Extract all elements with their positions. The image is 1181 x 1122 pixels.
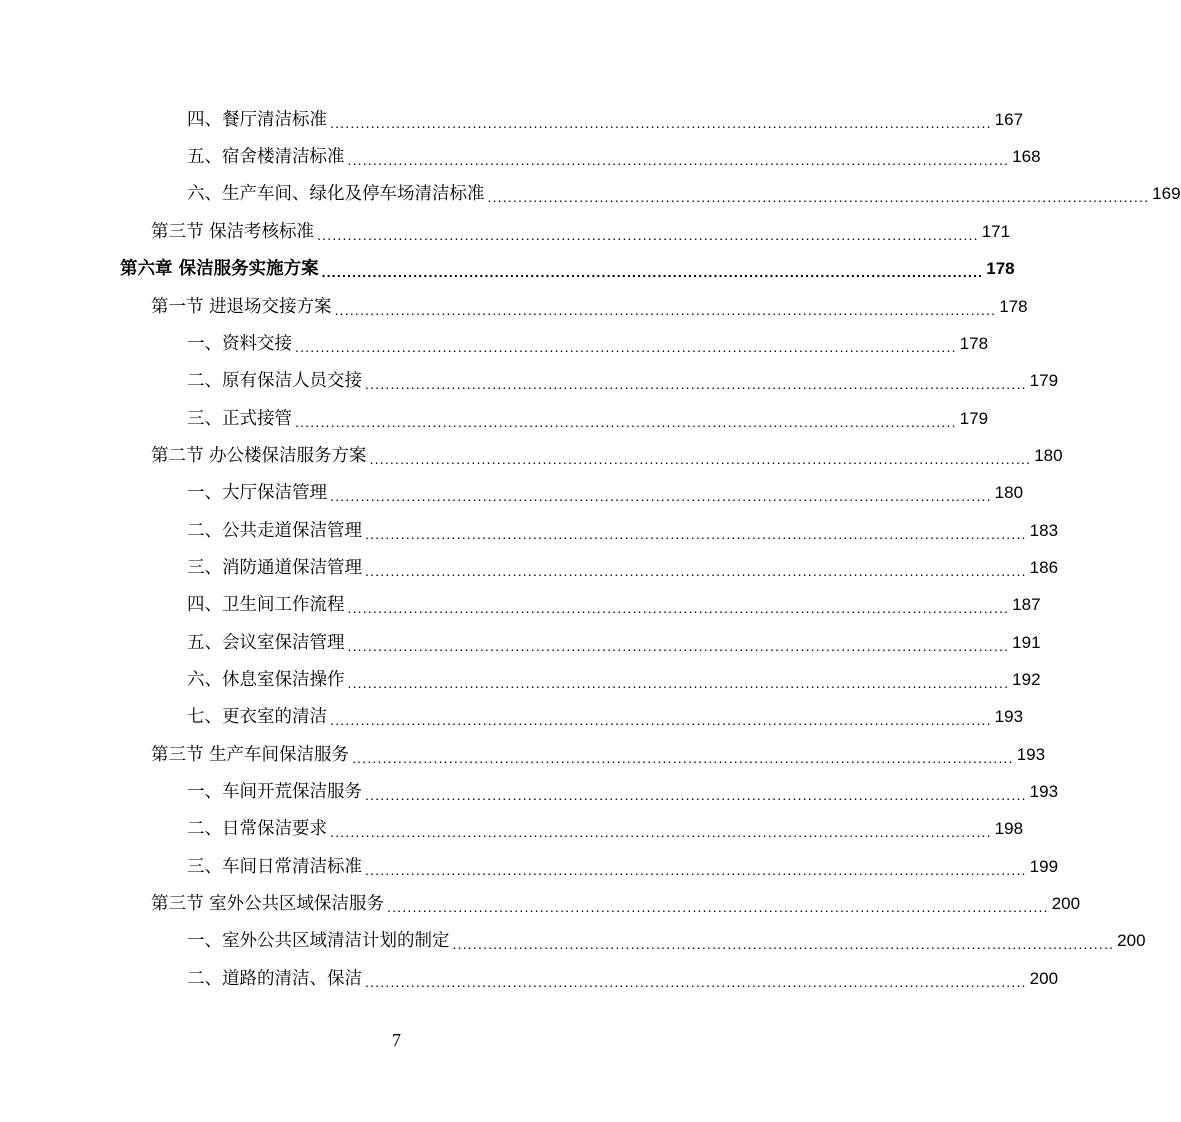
toc-entry-page: 169 xyxy=(1152,184,1181,203)
toc-entry[interactable] xyxy=(187,965,1059,993)
toc-leader-dots: .................................................................................................................................. xyxy=(347,638,1010,654)
toc-entry-page: 193 xyxy=(994,707,1024,726)
toc-entry[interactable] xyxy=(187,629,1041,657)
toc-entry-label: 五、宿舍楼清洁标准 xyxy=(187,147,345,167)
toc-entry-label: 第三节 室外公共区域保洁服务 xyxy=(151,894,385,914)
toc-entry-label: 三、车间日常清洁标准 xyxy=(187,857,362,877)
toc-entry-page: 180 xyxy=(1034,446,1063,465)
toc-entry[interactable] xyxy=(187,180,1181,208)
toc-entry-label: 二、原有保洁人员交接 xyxy=(187,371,362,391)
toc-leader-dots: .................................................................................................................................. xyxy=(452,936,1115,952)
toc-entry[interactable] xyxy=(187,591,1041,619)
toc-entry-label: 四、餐厅清洁标准 xyxy=(187,110,327,130)
toc-entry-label: 三、消防通道保洁管理 xyxy=(187,558,362,578)
toc-leader-dots: .................................................................................................................................. xyxy=(347,600,1010,616)
toc-entry[interactable] xyxy=(187,927,1146,955)
toc-entry-page: 171 xyxy=(981,222,1011,241)
toc-entry[interactable] xyxy=(187,853,1059,881)
toc-entry-label: 第三节 生产车间保洁服务 xyxy=(151,745,350,765)
toc-leader-dots: .................................................................................................................................. xyxy=(295,339,957,355)
toc-leader-dots: .................................................................................................................................. xyxy=(365,862,1027,878)
toc-leader-dots: .................................................................................................................................. xyxy=(334,302,997,318)
toc-entry-label: 四、卫生间工作流程 xyxy=(187,595,345,615)
toc-entry-page: 180 xyxy=(994,483,1024,502)
toc-entry-page: 186 xyxy=(1029,558,1059,577)
toc-entry[interactable] xyxy=(187,554,1059,582)
toc-entry-label: 第三节 保洁考核标准 xyxy=(151,222,315,242)
toc-leader-dots: .................................................................................................................................. xyxy=(330,712,992,728)
toc-entry[interactable] xyxy=(187,367,1059,395)
toc-entry[interactable] xyxy=(187,143,1041,171)
toc-leader-dots: .................................................................................................................................. xyxy=(317,227,979,243)
toc-leader-dots: .................................................................................................................................. xyxy=(487,189,1150,205)
toc-leader-dots: .................................................................................................................................. xyxy=(387,899,1049,915)
toc-leader-dots: .................................................................................................................................. xyxy=(369,451,1032,467)
toc-entry-page: 193 xyxy=(1016,745,1046,764)
toc-entry-page: 179 xyxy=(1029,371,1059,390)
toc-entry-page: 178 xyxy=(986,259,1015,278)
toc-entry-page: 187 xyxy=(1012,595,1041,614)
toc-entry[interactable] xyxy=(187,815,1024,843)
toc-entry-label: 六、生产车间、绿化及停车场清洁标准 xyxy=(187,184,485,204)
toc-leader-dots: .................................................................................................................................. xyxy=(352,750,1014,766)
toc-leader-dots: .................................................................................................................................. xyxy=(295,414,957,430)
toc-entry[interactable] xyxy=(187,778,1059,806)
toc-entry[interactable] xyxy=(187,106,1024,134)
toc-entry-page: 167 xyxy=(994,110,1024,129)
toc-entry-label: 一、资料交接 xyxy=(187,334,292,354)
toc-entry[interactable] xyxy=(187,330,989,358)
toc-leader-dots: .................................................................................................................................. xyxy=(365,787,1027,803)
toc-entry[interactable] xyxy=(151,890,1081,918)
toc-entry-page: 200 xyxy=(1029,969,1059,988)
toc-entry-label: 第六章 保洁服务实施方案 xyxy=(120,259,319,279)
toc-entry-label: 一、车间开荒保洁服务 xyxy=(187,782,362,802)
toc-entry-label: 一、大厅保洁管理 xyxy=(187,483,327,503)
toc-entry-label: 二、公共走道保洁管理 xyxy=(187,521,362,541)
toc-leader-dots: .................................................................................................................................. xyxy=(347,152,1010,168)
toc-leader-dots: .................................................................................................................................. xyxy=(330,488,992,504)
toc-entry-page: 200 xyxy=(1117,931,1146,950)
toc-entry[interactable] xyxy=(151,218,1011,246)
toc-entry-page: 178 xyxy=(999,297,1028,316)
toc-leader-dots: .................................................................................................................................. xyxy=(330,115,992,131)
toc-entry-page: 191 xyxy=(1012,633,1041,652)
toc-entry-page: 168 xyxy=(1012,147,1041,166)
toc-leader-dots: .................................................................................................................................. xyxy=(347,675,1010,691)
toc-leader-dots: .................................................................................................................................. xyxy=(365,526,1027,542)
toc-entry[interactable] xyxy=(151,442,1063,470)
toc-entry[interactable] xyxy=(151,741,1046,769)
toc-entry-page: 193 xyxy=(1029,782,1059,801)
toc-leader-dots: .................................................................................................................................. xyxy=(365,974,1027,990)
toc-leader-dots: .................................................................................................................................. xyxy=(330,824,992,840)
toc-entry[interactable] xyxy=(151,293,1028,321)
toc-entry-label: 第一节 进退场交接方案 xyxy=(151,297,332,317)
page-number: 7 xyxy=(392,1030,401,1050)
toc-leader-dots: .................................................................................................................................. xyxy=(321,264,984,280)
toc-entry-label: 五、会议室保洁管理 xyxy=(187,633,345,653)
toc-entry-label: 第二节 办公楼保洁服务方案 xyxy=(151,446,367,466)
toc-entry-chapter[interactable] xyxy=(120,255,1015,283)
toc-entry-label: 一、室外公共区域清洁计划的制定 xyxy=(187,931,450,951)
toc-entry-label: 二、日常保洁要求 xyxy=(187,819,327,839)
toc-entry-page: 200 xyxy=(1051,894,1081,913)
toc-entry-page: 178 xyxy=(959,334,989,353)
toc-entry[interactable] xyxy=(187,703,1024,731)
toc-leader-dots: .................................................................................................................................. xyxy=(365,563,1027,579)
toc-entry-page: 199 xyxy=(1029,857,1059,876)
toc-entry[interactable] xyxy=(187,405,989,433)
toc-entry-page: 179 xyxy=(959,409,989,428)
toc-entry-label: 二、道路的清洁、保洁 xyxy=(187,969,362,989)
toc-entry-page: 198 xyxy=(994,819,1024,838)
toc-entry-label: 六、休息室保洁操作 xyxy=(187,670,345,690)
toc-entry-page: 192 xyxy=(1012,670,1041,689)
toc-entry[interactable] xyxy=(187,479,1024,507)
toc-leader-dots: .................................................................................................................................. xyxy=(365,376,1027,392)
toc-entry-label: 七、更衣室的清洁 xyxy=(187,707,327,727)
toc-entry-label: 三、正式接管 xyxy=(187,409,292,429)
toc-entry[interactable] xyxy=(187,666,1041,694)
toc-entry-page: 183 xyxy=(1029,521,1059,540)
toc-entry[interactable] xyxy=(187,517,1059,545)
